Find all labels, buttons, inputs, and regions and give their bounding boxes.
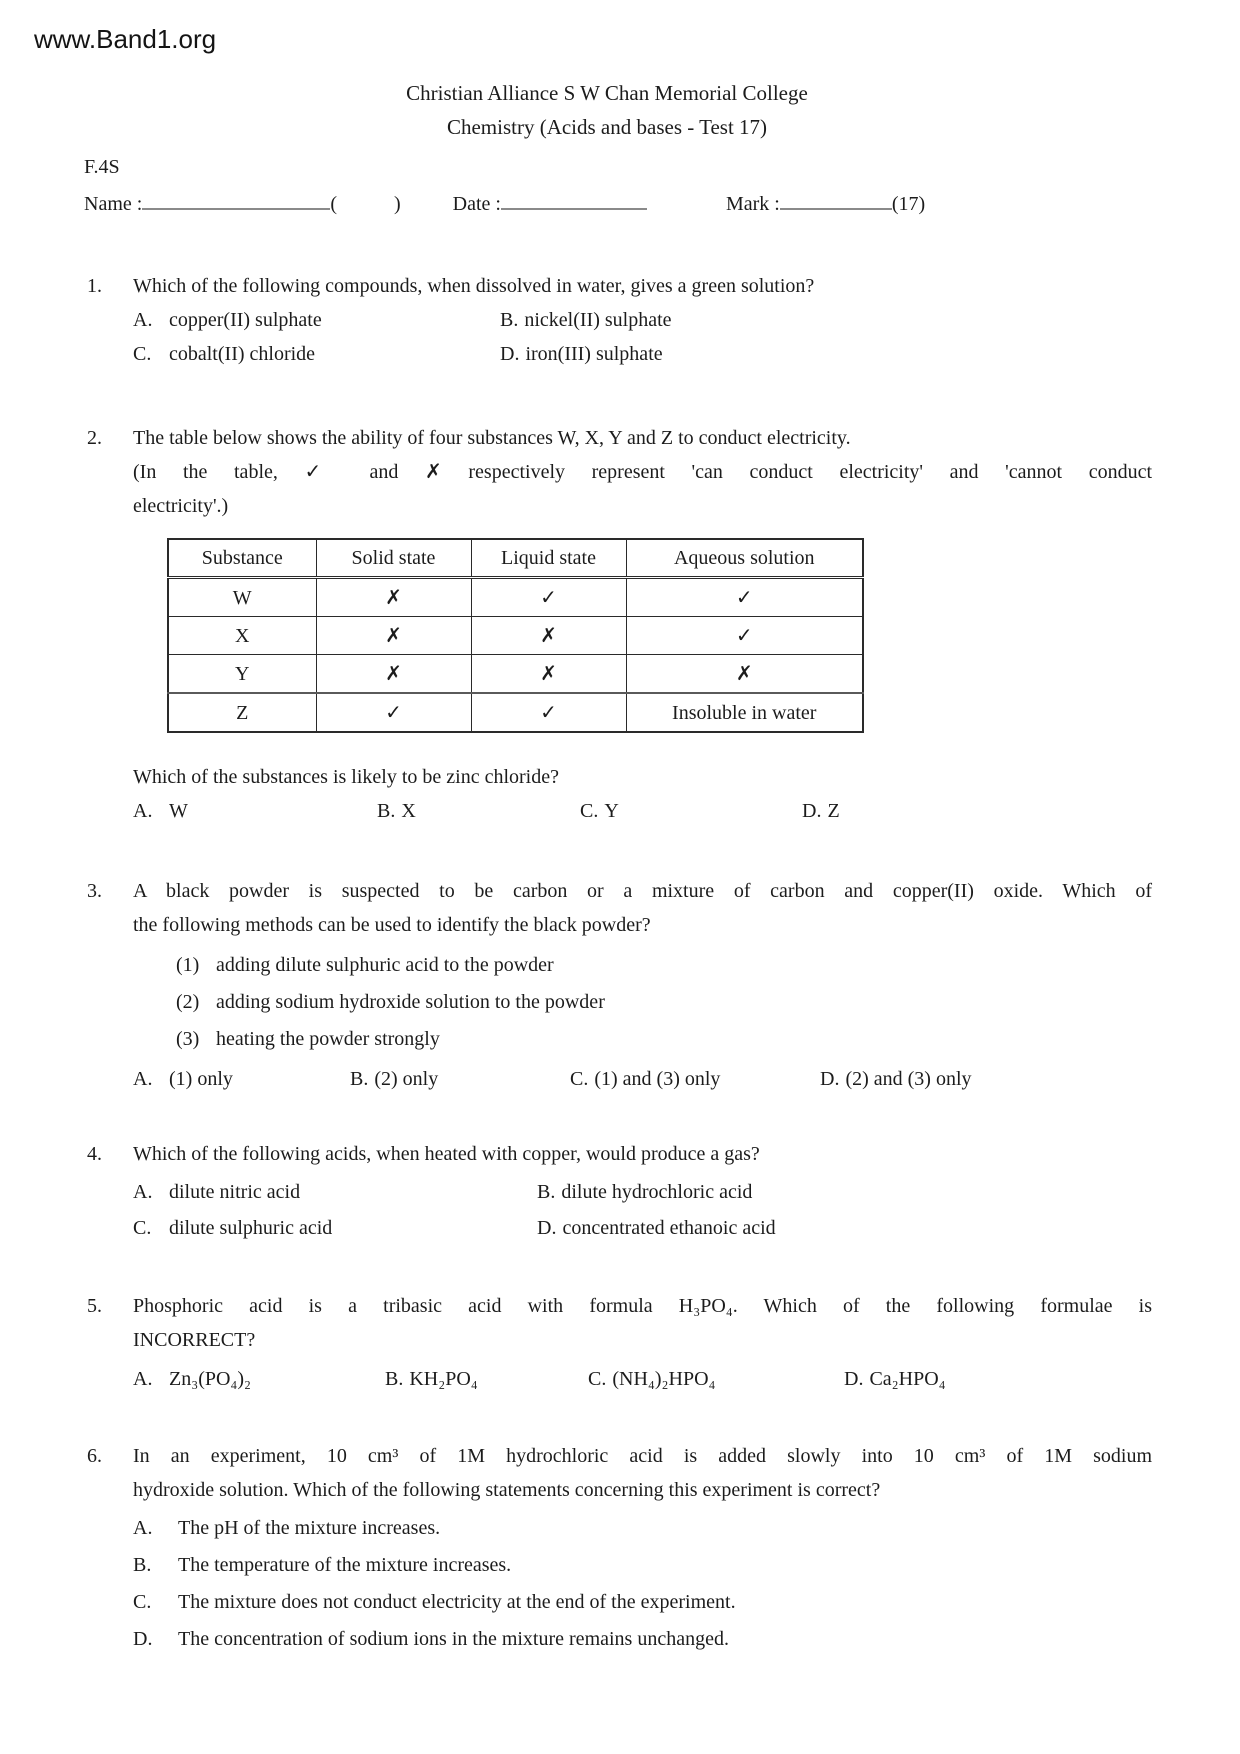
watermark-url: www.Band1.org — [34, 24, 217, 54]
option-c — [588, 1361, 844, 1397]
class-label: F.4S — [84, 156, 120, 178]
table-row-z — [168, 693, 863, 732]
options-list — [133, 1510, 1152, 1658]
question-text-line2: INCORRECT? — [133, 1329, 256, 1351]
option-letter: B. — [500, 309, 519, 331]
option-b — [377, 794, 580, 828]
question-6 — [0, 1439, 1240, 1658]
cell-substance: X — [168, 617, 316, 655]
class-number-paren-open: ( — [330, 193, 337, 215]
option-text: The concentration of sodium ions in the mixture remains unchanged. — [178, 1628, 729, 1650]
option-letter: D. — [500, 343, 520, 365]
question-prompt: Which of the substances is likely to be zinc chloride? — [133, 766, 559, 788]
option-letter: D. — [802, 800, 822, 822]
option-c — [580, 794, 802, 828]
table-row-x — [168, 617, 863, 655]
method-item-2 — [176, 984, 1152, 1021]
cell-solid-mark: ✗ — [316, 617, 471, 655]
question-text: Which of the following acids, when heated with copper, would produce a gas? — [133, 1143, 760, 1165]
option-c — [133, 1584, 1152, 1621]
question-text-line2: (In the table, ✓ and ✗ respectively represent 'can conduct electricity' and 'cannot conduct — [133, 461, 1152, 483]
name-label: Name : — [84, 193, 143, 215]
table-row-y — [168, 655, 863, 694]
question-2 — [0, 421, 1240, 828]
option-c — [570, 1062, 820, 1096]
options-row — [133, 1361, 1152, 1397]
option-text: The temperature of the mixture increases. — [178, 1554, 512, 1576]
question-5 — [0, 1289, 1240, 1397]
method-item-3 — [176, 1021, 1152, 1058]
option-text: dilute nitric acid — [169, 1181, 301, 1203]
question-number: 3. — [87, 880, 102, 902]
option-letter: C. — [580, 800, 599, 822]
option-d — [820, 1062, 1152, 1096]
option-text: Z — [827, 800, 840, 822]
question-text-line1: The table below shows the ability of four substances W, X, Y and Z to conduct electricity. — [133, 427, 851, 449]
item-number: (2) — [176, 991, 200, 1013]
cell-liquid-mark: ✓ — [471, 693, 626, 732]
option-text: (1) only — [169, 1068, 233, 1090]
cell-aqueous-mark: ✗ — [626, 655, 863, 694]
option-text: X — [401, 800, 416, 822]
option-a — [133, 1510, 1152, 1547]
question-text-line2: the following methods can be used to identify the black powder? — [133, 914, 651, 936]
option-letter: C. — [133, 343, 152, 365]
paper-title: Chemistry (Acids and bases - Test 17) — [446, 115, 768, 139]
option-a — [133, 303, 500, 337]
option-text: W — [169, 800, 188, 822]
options-row — [133, 794, 1152, 828]
option-d — [500, 337, 1152, 371]
option-text: Ca₂HPO₄ — [869, 1368, 946, 1390]
option-letter: A. — [133, 309, 153, 331]
method-list — [133, 947, 1152, 1058]
option-text: dilute sulphuric acid — [169, 1217, 333, 1239]
option-text: KH₂PO₄ — [409, 1368, 478, 1390]
option-a — [133, 1361, 385, 1397]
col-header-aqueous: Aqueous solution — [626, 539, 863, 578]
date-blank-field — [501, 184, 647, 210]
option-letter: D. — [820, 1068, 840, 1090]
cell-substance: Z — [168, 693, 316, 732]
options-row — [133, 303, 1152, 371]
cell-substance: Y — [168, 655, 316, 694]
question-number: 2. — [87, 427, 102, 449]
option-letter: B. — [537, 1181, 556, 1203]
cell-liquid-mark: ✓ — [471, 578, 626, 617]
student-info-line — [84, 184, 1240, 223]
table-row-w — [168, 578, 863, 617]
col-header-substance: Substance — [168, 539, 316, 578]
col-header-liquid: Liquid state — [471, 539, 626, 578]
cell-solid-mark: ✗ — [316, 655, 471, 694]
question-number: 5. — [87, 1295, 102, 1317]
item-number: (3) — [176, 1028, 200, 1050]
cell-solid-mark: ✓ — [316, 693, 471, 732]
option-a — [133, 1174, 537, 1210]
question-text: Which of the following compounds, when dissolved in water, gives a green solution? — [133, 275, 815, 297]
option-letter: B. — [385, 1368, 404, 1390]
option-d — [844, 1361, 1152, 1397]
option-d — [537, 1210, 1152, 1246]
options-row — [133, 1062, 1152, 1096]
option-b — [350, 1062, 570, 1096]
option-letter: C. — [588, 1368, 607, 1390]
question-text-line1: A black powder is suspected to be carbon or a mixture of carbon and copper(II) oxide. Which of — [133, 880, 1152, 902]
option-b — [500, 303, 1152, 337]
question-1 — [0, 269, 1240, 371]
question-number: 4. — [87, 1143, 102, 1165]
option-letter: A. — [133, 1368, 153, 1390]
cell-aqueous-mark: ✓ — [626, 617, 863, 655]
option-text: The mixture does not conduct electricity at the end of the experiment. — [178, 1591, 736, 1613]
cell-liquid-mark: ✗ — [471, 617, 626, 655]
col-header-solid: Solid state — [316, 539, 471, 578]
option-text: The pH of the mixture increases. — [178, 1517, 441, 1539]
cell-solid-mark: ✗ — [316, 578, 471, 617]
question-text-line1: In an experiment, 10 cm³ of 1M hydrochloric acid is added slowly into 10 cm³ of 1M sodium — [133, 1445, 1152, 1467]
question-text-line3: electricity'.) — [133, 495, 229, 517]
option-letter: A. — [133, 1181, 153, 1203]
option-text: Zn₃(PO₄)₂ — [169, 1368, 252, 1390]
option-a — [133, 1062, 350, 1096]
question-4 — [0, 1137, 1240, 1246]
school-name: Christian Alliance S W Chan Memorial College — [406, 81, 808, 105]
option-text: (2) only — [374, 1068, 439, 1090]
options-row — [133, 1174, 1152, 1246]
option-text: dilute hydrochloric acid — [561, 1181, 753, 1203]
method-item-1 — [176, 947, 1152, 984]
cell-aqueous-mark: ✓ — [626, 578, 863, 617]
name-blank-field — [142, 184, 330, 210]
item-text: heating the powder strongly — [216, 1028, 440, 1050]
option-text: Y — [604, 800, 619, 822]
item-text: adding dilute sulphuric acid to the powder — [216, 954, 554, 976]
question-text-line1: Phosphoric acid is a tribasic acid with formula H₃PO₄. Which of the following formulae is — [133, 1295, 1152, 1317]
option-text: concentrated ethanoic acid — [562, 1217, 776, 1239]
mark-blank-field — [780, 184, 892, 210]
option-letter: C. — [570, 1068, 589, 1090]
cell-liquid-mark: ✗ — [471, 655, 626, 694]
question-3 — [0, 874, 1240, 1096]
option-text: iron(III) sulphate — [525, 343, 663, 365]
option-text: copper(II) sulphate — [169, 309, 322, 331]
option-letter: A. — [133, 1517, 153, 1539]
mark-label: Mark : — [725, 193, 780, 215]
header-titles — [0, 76, 1214, 144]
option-b — [385, 1361, 588, 1397]
question-text-line2: hydroxide solution. Which of the following statements concerning this experiment is correct? — [133, 1479, 881, 1501]
option-letter: D. — [844, 1368, 864, 1390]
conductivity-table — [167, 538, 864, 733]
option-letter: B. — [133, 1554, 152, 1576]
question-number: 6. — [87, 1445, 102, 1467]
option-text: nickel(II) sulphate — [524, 309, 672, 331]
mark-total: (17) — [891, 193, 926, 215]
option-text: (1) and (3) only — [594, 1068, 721, 1090]
option-text: cobalt(II) chloride — [169, 343, 316, 365]
cell-substance: W — [168, 578, 316, 617]
option-letter: B. — [350, 1068, 369, 1090]
option-b — [537, 1174, 1152, 1210]
option-b — [133, 1547, 1152, 1584]
option-letter: B. — [377, 800, 396, 822]
date-label: Date : — [452, 193, 501, 215]
option-a — [133, 794, 377, 828]
option-c — [133, 337, 500, 371]
option-text: (2) and (3) only — [845, 1068, 972, 1090]
option-letter: A. — [133, 800, 153, 822]
question-number: 1. — [87, 275, 102, 297]
option-letter: C. — [133, 1591, 152, 1613]
option-letter: D. — [133, 1628, 153, 1650]
class-number-paren-close: ) — [393, 193, 401, 215]
option-d — [802, 794, 1152, 828]
option-letter: A. — [133, 1068, 153, 1090]
option-text: (NH₄)₂HPO₄ — [612, 1368, 716, 1390]
option-c — [133, 1210, 537, 1246]
cell-aqueous-text: Insoluble in water — [626, 693, 863, 732]
item-number: (1) — [176, 954, 200, 976]
item-text: adding sodium hydroxide solution to the powder — [216, 991, 605, 1013]
option-letter: D. — [537, 1217, 557, 1239]
option-d — [133, 1621, 1152, 1658]
table-header-row — [168, 539, 863, 578]
option-letter: C. — [133, 1217, 152, 1239]
